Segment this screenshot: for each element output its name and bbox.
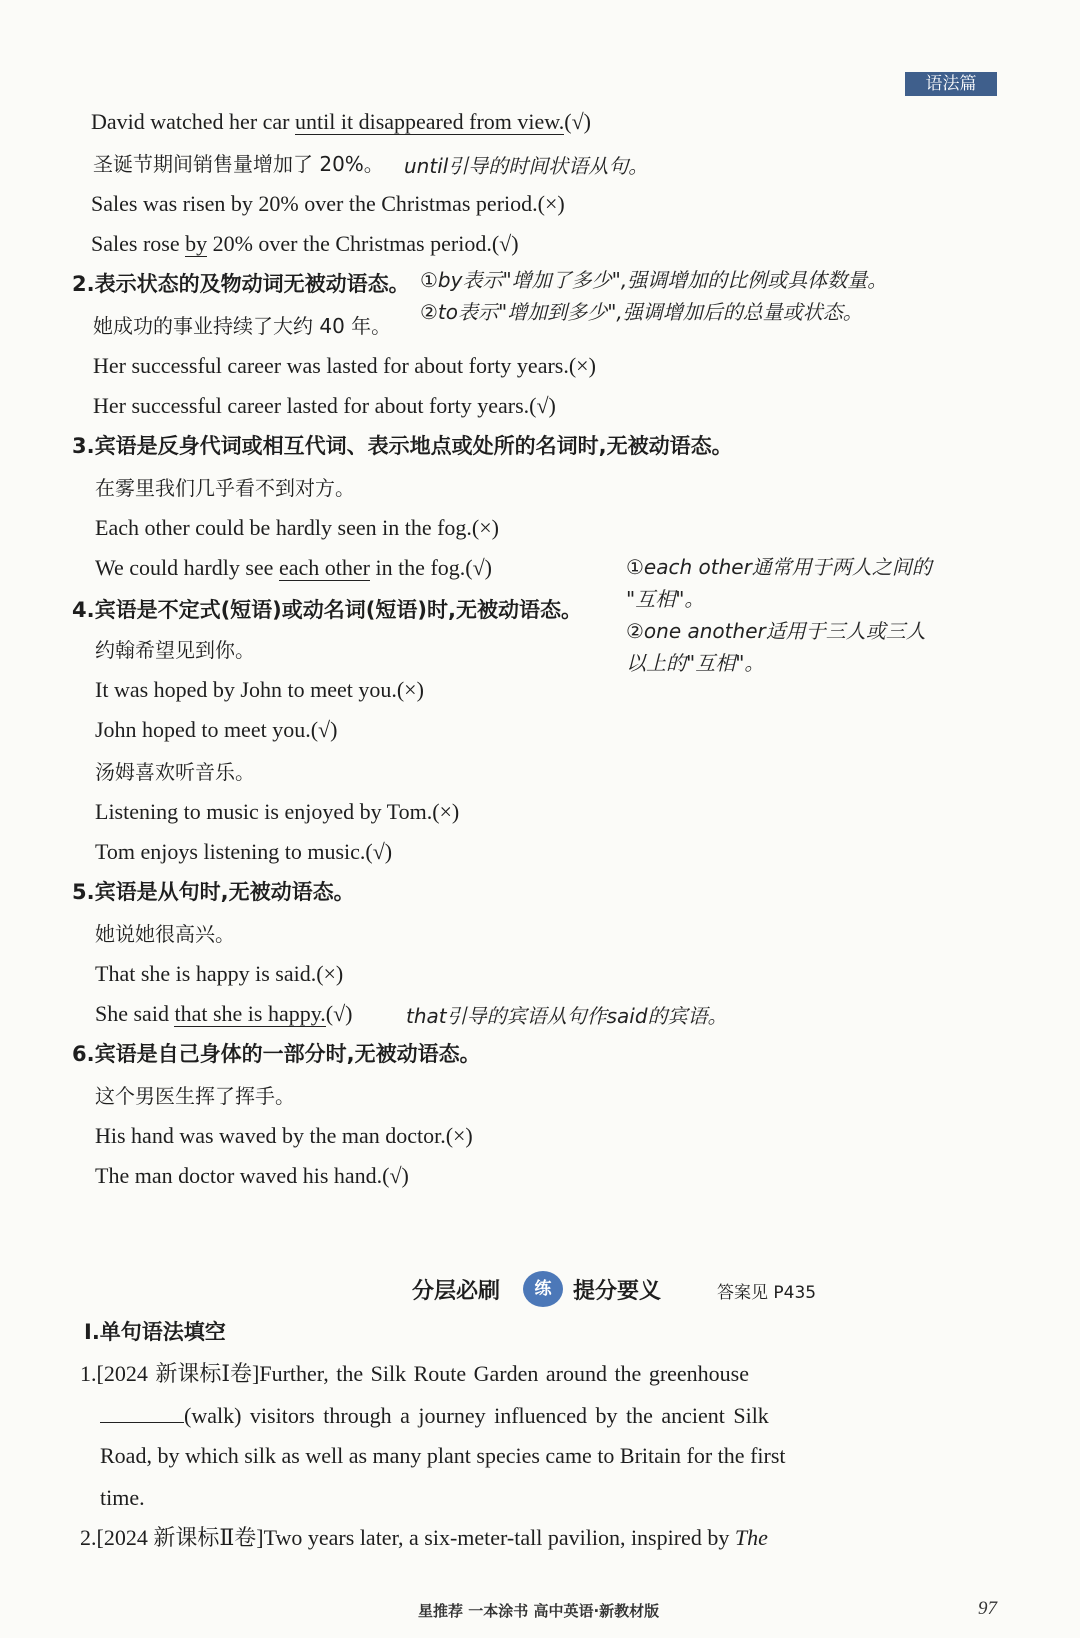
rule-heading: 2.表示状态的及物动词无被动语态。 <box>72 272 410 296</box>
section-title-right: 提分要义 <box>573 1279 662 1304</box>
question-1-line-3: Road, by which silk as well as many plant species came to Britain for the first <box>100 1443 786 1468</box>
example-translation: 汤姆喜欢听音乐。 <box>95 760 255 784</box>
rule-heading: 6.宾语是自己身体的一部分时,无被动语态。 <box>72 1042 481 1066</box>
example-line: Her successful career was lasted for about forty years.(×) <box>93 353 596 378</box>
example-line: Listening to music is enjoyed by Tom.(×) <box>95 799 460 824</box>
example-line: That she is happy is said.(×) <box>95 961 344 986</box>
rule-heading: 3.宾语是反身代词或相互代词、表示地点或处所的名词时,无被动语态。 <box>72 434 733 458</box>
rule-heading: 5.宾语是从句时,无被动语态。 <box>72 880 355 904</box>
practice-badge-icon: 练 <box>523 1271 563 1307</box>
handwritten-note: ①each other通常用于两人之间的 <box>626 555 932 579</box>
example-translation: 约翰希望见到你。 <box>95 638 255 662</box>
example-translation: 她说她很高兴。 <box>95 922 235 946</box>
handwritten-note: 以上的"互相"。 <box>626 651 765 675</box>
question-2: 2.[2024 新课标Ⅱ卷]Two years later, a six-meter-tall pavilion, inspired by The <box>80 1525 768 1550</box>
page-footer <box>0 1600 1080 1624</box>
example-line: Sales rose by 20% over the Christmas period.(√) <box>91 231 519 256</box>
example-translation: 在雾里我们几乎看不到对方。 <box>95 476 355 500</box>
handwritten-note: ①by表示"增加了多少",强调增加的比例或具体数量。 <box>420 268 888 292</box>
example-line: It was hoped by John to meet you.(×) <box>95 677 424 702</box>
example-line: Sales was risen by 20% over the Christmas period.(×) <box>91 191 565 216</box>
example-line: Tom enjoys listening to music.(√) <box>95 839 393 864</box>
example-line: His hand was waved by the man doctor.(×) <box>95 1123 473 1148</box>
handwritten-note: that引导的宾语从句作said的宾语。 <box>406 1004 728 1028</box>
example-line: David watched her car until it disappeared from view.(√) <box>91 109 591 134</box>
rule-heading: 4.宾语是不定式(短语)或动名词(短语)时,无被动语态。 <box>72 598 582 622</box>
example-translation: 她成功的事业持续了大约 40 年。 <box>93 314 392 338</box>
handwritten-note: ②to表示"增加到多少",强调增加后的总量或状态。 <box>420 300 863 324</box>
example-line: John hoped to meet you.(√) <box>95 717 338 742</box>
question-1: 1.[2024 新课标Ⅰ卷]Further, the Silk Route Garden around the greenhouse <box>80 1361 750 1386</box>
exercise-heading: Ⅰ.单句语法填空 <box>84 1320 226 1344</box>
handwritten-note: "互相"。 <box>626 587 705 611</box>
section-tag: 语法篇 <box>905 72 997 96</box>
page-number: 97 <box>978 1598 997 1619</box>
handwritten-note: until引导的时间状语从句。 <box>404 154 649 178</box>
question-1-line-4: time. <box>100 1485 145 1510</box>
question-1-line-2: (walk) visitors through a journey influenced by the ancient Silk <box>100 1402 769 1430</box>
answer-reference: 答案见 P435 <box>717 1283 817 1303</box>
example-line: She said that she is happy.(√) <box>95 1001 353 1026</box>
section-title-left: 分层必刷 <box>412 1279 501 1304</box>
example-translation: 这个男医生挥了挥手。 <box>95 1084 295 1108</box>
practice-section-header <box>0 1266 1080 1312</box>
footer-text: 星推荐 一本涂书 高中英语·新教材版 <box>418 1602 660 1620</box>
example-translation: 圣诞节期间销售量增加了 20%。 <box>93 152 384 176</box>
handwritten-note: ②one another适用于三人或三人 <box>626 619 926 643</box>
answer-blank[interactable] <box>100 1402 184 1423</box>
example-line: Her successful career lasted for about forty years.(√) <box>93 393 556 418</box>
example-line: We could hardly see each other in the fog.(√) <box>95 555 492 580</box>
example-line: The man doctor waved his hand.(√) <box>95 1163 409 1188</box>
example-line: Each other could be hardly seen in the fog.(×) <box>95 515 499 540</box>
